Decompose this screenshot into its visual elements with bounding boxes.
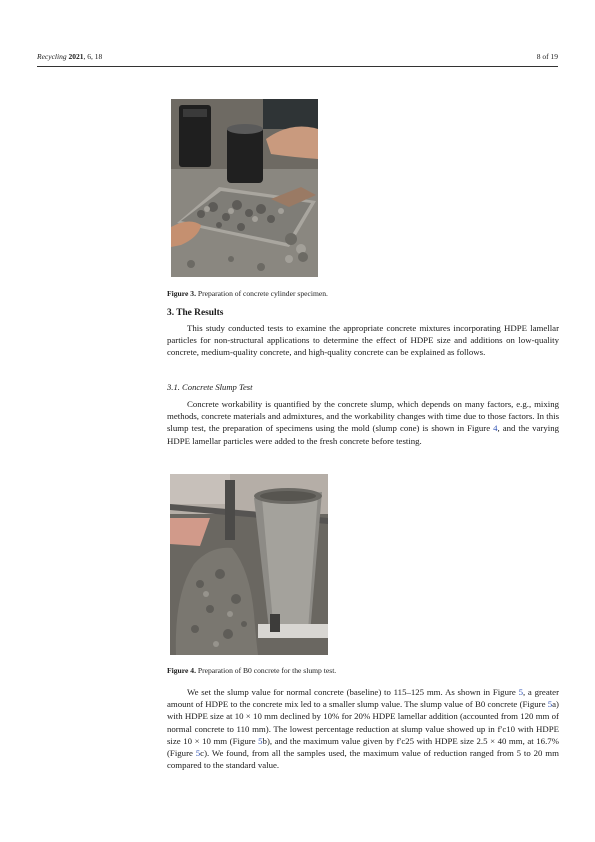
figure-3-caption (167, 289, 328, 299)
results-text-2: , a greater amount of HDPE to the concrete mix led to a smaller slump value. The slump value of B0 concrete (Figure (167, 687, 559, 710)
subsection-title: 3.1. Concrete Slump Test (167, 382, 253, 392)
figure-4-link[interactable]: 4 (493, 423, 498, 434)
figure-4-label: Figure 4. (167, 666, 196, 675)
slump-test-paragraph (167, 398, 559, 447)
slump-results-paragraph (167, 686, 559, 771)
results-text-5: c). We found, from all the samples used, the maximum value of reduction ranged from 5 to 20 mm compared to the standard value. (167, 748, 559, 771)
journal-year: 2021 (68, 52, 84, 61)
figure-3-photo (171, 99, 318, 277)
figure-4-caption (167, 666, 336, 676)
figure-4-photo (170, 474, 328, 655)
journal-volume: , 6, 18 (83, 52, 103, 61)
results-text-1: We set the slump value for normal concrete (baseline) to 115–125 mm. As shown in Figure (187, 687, 519, 697)
figure-5a-link[interactable]: 5 (547, 699, 553, 710)
header-rule (37, 66, 558, 67)
journal-citation (37, 52, 102, 61)
section-title: 3. The Results (167, 308, 224, 318)
results-text-3: a) with HDPE size at 10 × 10 mm declined by 10% for 20% HDPE lamellar addition (accounted from 120 mm of normal concrete to 110 mm). The lowest percentage reduction at slump value showed up in f′c10 with HDPE size 10 × 10 mm (Figure (167, 699, 559, 746)
section-3-paragraph-text: This study conducted tests to examine the appropriate concrete mixtures incorporating HDPE lamellar particles for non-structural applications to determine the effect of HDPE size and additions on low-quality concrete, medium-quality concrete, and high-quality concrete can be explained as follows. (167, 323, 559, 358)
section-3-paragraph (167, 322, 559, 359)
figure-3-caption-text: Preparation of concrete cylinder specimen. (195, 289, 328, 298)
figure-5-link[interactable]: 5 (518, 687, 523, 697)
running-header (37, 52, 558, 66)
journal-name: Recycling (37, 52, 67, 61)
slump-test-text-b: , and the varying HDPE lamellar particles were added to the fresh concrete before testing. (167, 423, 559, 446)
results-text-4: b), and the maximum value given by f′c25 with HDPE size 2.5 × 40 mm, at 16.7% (Figure (167, 735, 559, 759)
figure-5c-link[interactable]: 5 (195, 748, 201, 759)
slump-test-text-a: Concrete workability is quantified by the concrete slump, which depends on many factors, e.g., mixing methods, concrete materials and admixtures, and the workability changes with time due to those factors. In this slump test, the preparation of specimens using the mold (slump cone) is shown in Figure (167, 399, 559, 434)
figure-4-caption-text: Preparation of B0 concrete for the slump test. (195, 666, 337, 675)
figure-5b-link[interactable]: 5 (258, 735, 263, 746)
page-number: 8 of 19 (536, 52, 558, 61)
figure-3-label: Figure 3. (167, 289, 196, 298)
